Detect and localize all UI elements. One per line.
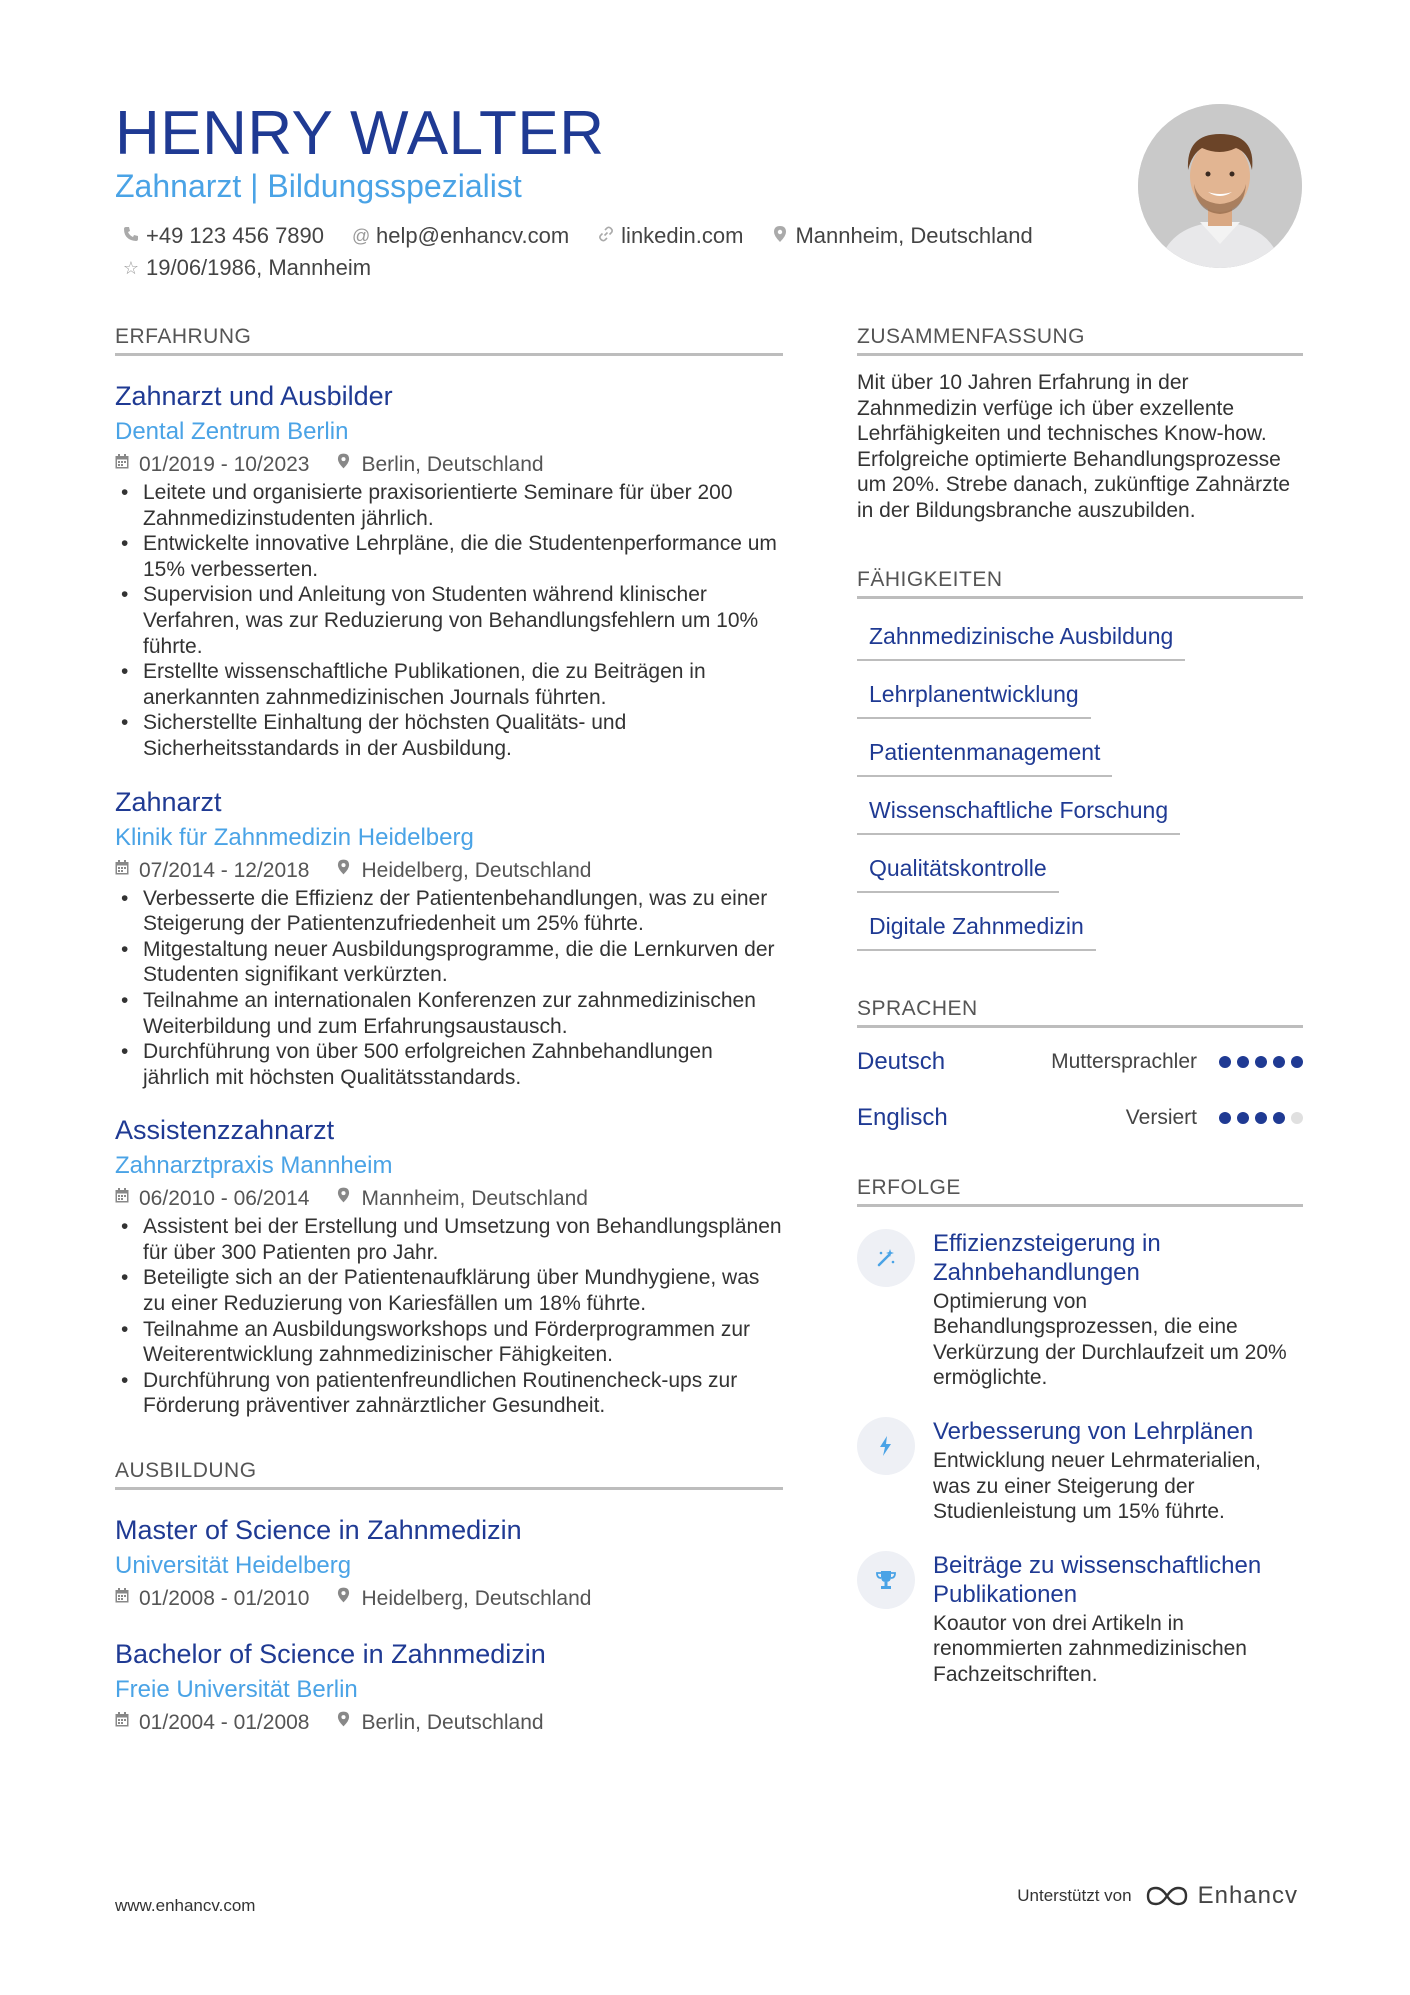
list-item: • Erstellte wissenschaftliche Publikationen, die zu Beiträgen in anerkannten zahnmedizinischen Journals führten. — [115, 659, 783, 710]
language-name: Deutsch — [857, 1047, 946, 1075]
job-meta: 07/2014 - 12/2018 Heidelberg, Deutschland — [115, 856, 783, 886]
list-item: • Teilnahme an Ausbildungsworkshops und Förderprogrammen zur Weiterentwicklung zahnmedizinischer Fähigkeiten. — [115, 1317, 783, 1368]
experience-entry — [115, 1112, 783, 1419]
rating-dot-filled — [1255, 1112, 1267, 1124]
skill-tag: Qualitätskontrolle — [857, 853, 1059, 893]
list-item: • Entwickelte innovative Lehrpläne, die die Studentenperformance um 15% verbesserten. — [115, 531, 783, 582]
rating-dot-filled — [1273, 1112, 1285, 1124]
list-item: • Assistent bei der Erstellung und Umsetzung von Behandlungsplänen für über 300 Patienten pro Jahr. — [115, 1214, 783, 1265]
language-row — [857, 1034, 1303, 1090]
rating-dot-filled — [1219, 1056, 1231, 1068]
job-company: Zahnarztpraxis Mannheim — [115, 1152, 393, 1180]
location-pin-icon — [337, 1584, 353, 1614]
list-item: • Verbesserte die Effizienz der Patientenbehandlungen, was zu einer Steigerung der Patientenzufriedenheit um 25% führte. — [115, 886, 783, 937]
summary-text: Mit über 10 Jahren Erfahrung in der Zahnmedizin verfüge ich über exzellente Lehrfähigkeiten und technisches Know-how. Erfolgreiche optimierte Behandlungsprozesse um 20%. Strebe danach, zukünftige Zahnärzte in der Bildungsbranche auszubilden. — [857, 371, 1291, 522]
achievement-title: Verbesserung von Lehrplänen — [933, 1417, 1254, 1445]
education-entry — [115, 1512, 783, 1614]
left-column — [115, 325, 783, 1738]
skills-list — [857, 621, 1303, 969]
contact-linkedin[interactable]: linkedin.com — [597, 223, 743, 249]
education-entry — [115, 1636, 783, 1738]
achievement-desc: Entwicklung neuer Lehrmaterialien, was zu einer Steigerung der Studienleistung um 15% führte. — [933, 1448, 1262, 1524]
rating-dot-filled — [1273, 1056, 1285, 1068]
experience-entry — [115, 378, 783, 762]
job-title: Assistenzzahnarzt — [115, 1115, 335, 1146]
rating-dot-filled — [1237, 1112, 1249, 1124]
candidate-title: Zahnarzt | Bildungsspezialist — [115, 168, 522, 204]
language-level: Versiert — [1125, 1105, 1197, 1129]
list-item: • Mitgestaltung neuer Ausbildungsprogramme, die die Lernkurven der Studenten signifikant verkürzten. — [115, 937, 783, 988]
calendar-icon — [115, 450, 131, 480]
brand-logo[interactable]: Enhancv — [1144, 1882, 1298, 1910]
degree-title: Bachelor of Science in Zahnmedizin — [115, 1639, 546, 1670]
job-meta: 01/2019 - 10/2023 Berlin, Deutschland — [115, 450, 783, 480]
education-meta: 01/2004 - 01/2008 Berlin, Deutschland — [115, 1708, 783, 1738]
contact-info — [122, 220, 1102, 284]
rating-dot-empty — [1291, 1112, 1303, 1124]
calendar-icon — [115, 1584, 131, 1614]
list-item: • Teilnahme an internationalen Konferenzen zur zahnmedizinischen Weiterbildung und zum Erfahrungsaustausch. — [115, 988, 783, 1039]
footer-website[interactable]: www.enhancv.com — [115, 1896, 256, 1915]
rating-dot-filled — [1237, 1056, 1249, 1068]
job-company: Klinik für Zahnmedizin Heidelberg — [115, 823, 474, 851]
skill-tag: Wissenschaftliche Forschung — [857, 795, 1180, 835]
location-pin-icon — [771, 226, 789, 247]
section-heading-experience: ERFAHRUNG — [115, 325, 783, 356]
achievement-desc: Koautor von drei Artikeln in renommierten zahnmedizinischen Fachzeitschriften. — [933, 1611, 1247, 1686]
language-name: Englisch — [857, 1103, 948, 1131]
link-icon — [597, 226, 615, 247]
list-item: • Beteiligte sich an der Patientenaufklärung über Mundhygiene, was zu einer Reduzierung von Kariesfällen um 18% führte. — [115, 1265, 783, 1316]
section-heading-languages: SPRACHEN — [857, 997, 1303, 1028]
candidate-name: HENRY WALTER — [115, 99, 605, 168]
section-heading-skills: FÄHIGKEITEN — [857, 568, 1303, 599]
lightning-icon — [857, 1417, 915, 1475]
powered-by-label: Unterstützt von — [1017, 1886, 1132, 1905]
job-bullets — [115, 480, 783, 762]
calendar-icon — [115, 1184, 131, 1214]
job-company: Dental Zentrum Berlin — [115, 418, 349, 445]
list-item: • Sicherstellte Einhaltung der höchsten Qualitäts- und Sicherheitsstandards in der Ausbildung. — [115, 710, 783, 761]
language-rating — [1213, 1056, 1303, 1068]
languages-list — [857, 1034, 1303, 1146]
calendar-icon — [115, 856, 131, 886]
section-heading-achievements: ERFOLGE — [857, 1176, 1303, 1207]
contact-location: Mannheim, Deutschland — [771, 223, 1032, 249]
achievement-title: Beiträge zu wissenschaftlichen Publikationen — [933, 1551, 1262, 1608]
skill-tag: Lehrplanentwicklung — [857, 679, 1091, 719]
location-pin-icon — [337, 856, 353, 886]
contact-birth: ☆ 19/06/1986, Mannheim — [122, 255, 372, 280]
location-pin-icon — [337, 1184, 353, 1214]
list-item: • Durchführung von patientenfreundlichen Routinencheck-ups zur Förderung präventiver zahnärztlicher Gesundheit. — [115, 1368, 783, 1419]
trophy-icon — [857, 1551, 915, 1609]
experience-entry — [115, 784, 783, 1091]
achievement-desc: Optimierung von Behandlungsprozessen, die eine Verkürzung der Durchlaufzeit um 20% ermöglichte. — [933, 1289, 1287, 1390]
section-heading-education: AUSBILDUNG — [115, 1459, 783, 1490]
skill-tag: Zahnmedizinische Ausbildung — [857, 621, 1185, 661]
skill-tag: Digitale Zahnmedizin — [857, 911, 1096, 951]
job-title: Zahnarzt — [115, 786, 222, 817]
job-meta: 06/2010 - 06/2014 Mannheim, Deutschland — [115, 1184, 783, 1214]
language-rating — [1213, 1112, 1303, 1124]
skill-tag: Patientenmanagement — [857, 737, 1112, 777]
location-pin-icon — [337, 1708, 353, 1738]
achievement-item — [857, 1229, 1303, 1391]
profile-photo — [1138, 104, 1302, 268]
job-bullets — [115, 886, 783, 1091]
at-icon: @ — [352, 225, 371, 246]
list-item: • Leitete und organisierte praxisorientierte Seminare für über 200 Zahnmedizinstudenten jährlich. — [115, 480, 783, 531]
school-name: Universität Heidelberg — [115, 1552, 352, 1580]
calendar-icon — [115, 1708, 131, 1738]
language-level: Muttersprachler — [1051, 1049, 1197, 1073]
star-icon: ☆ — [122, 257, 140, 278]
degree-title: Master of Science in Zahnmedizin — [115, 1515, 522, 1546]
job-bullets — [115, 1214, 783, 1419]
rating-dot-filled — [1291, 1056, 1303, 1068]
contact-email[interactable]: @ help@enhancv.com — [352, 223, 570, 248]
list-item: • Supervision und Anleitung von Studenten während klinischer Verfahren, was zur Reduzierung von Behandlungsfehlern um 10% führte. — [115, 582, 783, 659]
right-column — [857, 325, 1303, 1688]
achievement-item — [857, 1417, 1303, 1525]
magic-wand-icon — [857, 1229, 915, 1287]
location-pin-icon — [337, 450, 353, 480]
job-title: Zahnarzt und Ausbilder — [115, 381, 393, 411]
footer-powered-by — [1017, 1882, 1298, 1910]
school-name: Freie Universität Berlin — [115, 1676, 358, 1704]
language-row — [857, 1090, 1303, 1146]
education-meta: 01/2008 - 01/2010 Heidelberg, Deutschland — [115, 1584, 783, 1614]
achievement-item — [857, 1551, 1303, 1688]
achievement-title: Effizienzsteigerung in Zahnbehandlungen — [933, 1229, 1161, 1286]
contact-phone: +49 123 456 7890 — [122, 223, 324, 249]
list-item: • Durchführung von über 500 erfolgreichen Zahnbehandlungen jährlich mit höchsten Qualitätsstandards. — [115, 1039, 783, 1090]
phone-icon — [122, 226, 140, 247]
rating-dot-filled — [1255, 1056, 1267, 1068]
section-heading-summary: ZUSAMMENFASSUNG — [857, 325, 1303, 356]
rating-dot-filled — [1219, 1112, 1231, 1124]
